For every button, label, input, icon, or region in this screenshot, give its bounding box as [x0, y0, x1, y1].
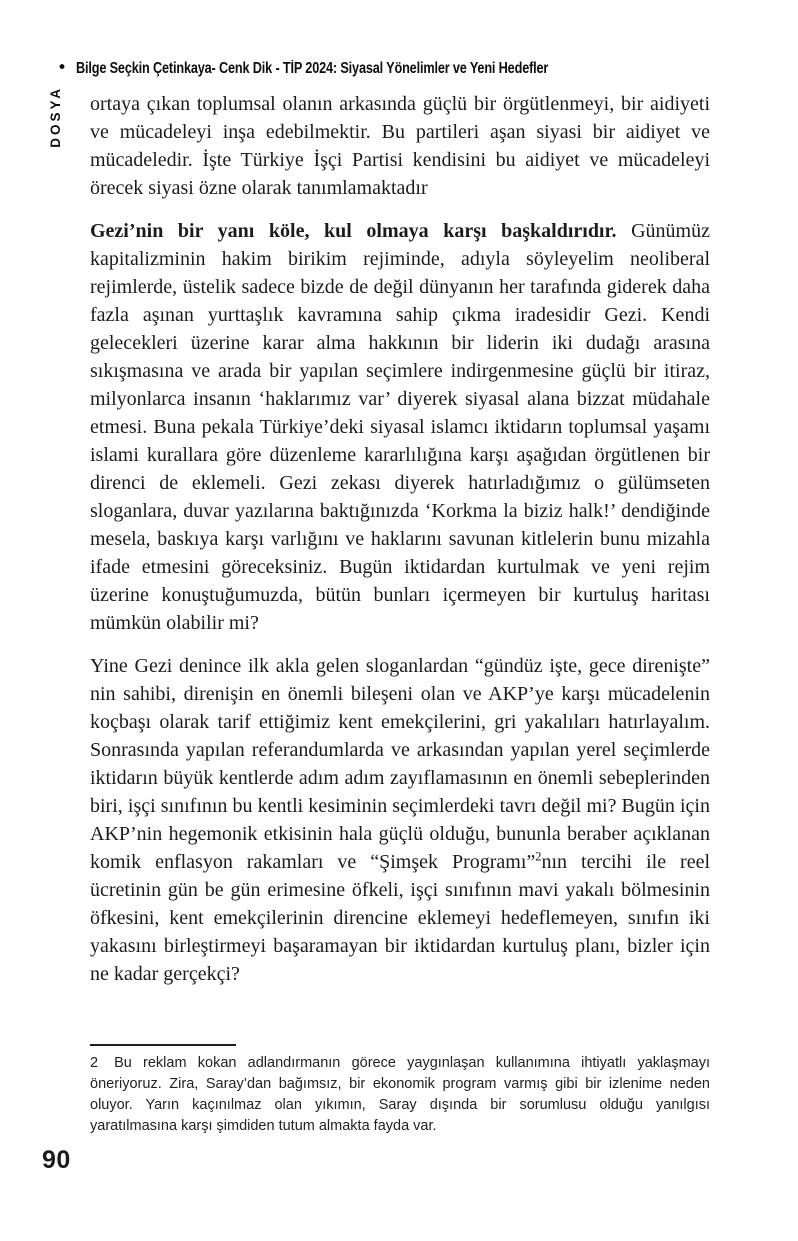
- footnote-separator-rule: [90, 1044, 236, 1046]
- header-text: [76, 60, 548, 78]
- footnote-text: Bu reklam kokan adlandırmanın görece yaygınlaşan kullanımına ihtiyatlı yaklaşmayı öneriyoruz. Zira, Saray’dan bağımsız, bir ekonomik program varmış gibi bir izlenime neden oluyor. Yarın kaçınılmaz olan yıkımın, Saray dışında bir sorumlusu olduğu yanılgısı yaratılmasına karşı şimdiden tutum almakta fayda var.: [90, 1055, 710, 1134]
- footnote-number: 2: [90, 1055, 99, 1071]
- header-title: TİP 2024: Siyasal Yönelimler ve Yeni Hedefler: [282, 60, 549, 77]
- page-header: [57, 57, 652, 78]
- paragraph-text: Yine Gezi denince ilk akla gelen sloganlardan “gündüz işte, gece direnişte” nin sahibi, direnişin en önemli bileşeni olan ve AKP’ye karşı mücadelenin koçbaşı olarak tarif ettiğimiz kent emekçilerini, gri yakalıları hatırlayalım. Sonrasında yapılan referandumlarda ve arkasından yapılan yerel seçimlerde iktidarın büyük kentlerde adım adım zayıflamasının en önemli sebeplerinden biri, işçi sınıfının bu kentli kesiminin seçimlerdeki tavrı değil mi? Bugün için AKP’nin hegemonik etkisinin hala güçlü olduğu, bununla beraber açıklanan komik enflasyon rakamları ve “Şimşek Programı”: [90, 655, 710, 873]
- footnote-reference: 2: [535, 849, 542, 864]
- paragraph-3: [90, 652, 710, 988]
- page-number: 90: [42, 1146, 71, 1174]
- paragraph-text: ortaya çıkan toplumsal olanın arkasında güçlü bir örgütlenmeyi, bir aidiyeti ve mücadeleyi inşa edebilmektir. Bu partileri aşan siyasi bir aidiyet ve mücadeledir. İşte Türkiye İşçi Partisi kendisini bu aidiyet ve mücadeleyi örecek siyasi özne olarak tanımlamaktadır: [90, 93, 710, 199]
- paragraph-2: [90, 217, 710, 637]
- paragraph-1: [90, 90, 710, 202]
- bullet-icon: •: [57, 57, 68, 78]
- footnote-area: [90, 1044, 710, 1137]
- paragraph-text: Günümüz kapitalizminin hakim birikim rejiminde, adıyla söyleyelim neoliberal rejimlerde, üstelik sadece bizde de değil dünyanın her tarafında giderek daha fazla aşınan yurttaşlık kavramına sahip çıkma iradesidir Gezi. Kendi gelecekleri üzerine karar alma hakkının bir liderin iki dudağı arasına sıkışmasına ve arada bir yapılan seçimlere indirgenmesine güçlü bir itiraz, milyonlarca insanın ‘haklarımız var’ diyerek siyasal alana bizzat müdahale etmesi. Buna pekala Türkiye’deki siyasal islamcı iktidarın toplumsal yaşamı islami kurallara göre düzenleme kararlılığına karşı aşağıdan örgütlenen bir direnci de eklemeli. Gezi zekası diyerek hatırladığımız o gülümseten sloganlara, duvar yazılarına baktığınızda ‘Korkma la biziz halk!’ dendiğinde mesela, baskıya karşı varlığını ve haklarını savunan kitlelerin bunu mizahla ifade etmesini göreceksiniz. Bugün iktidardan kurtulmak ve yeni rejim üzerine konuştuğumuzda, bütün bunları içermeyen bir kurtuluş haritası mümkün olabilir mi?: [90, 220, 710, 634]
- article-body: [90, 90, 710, 1003]
- footnote: [90, 1053, 710, 1137]
- paragraph-text: nın tercihi ile reel ücretinin gün be gün erimesine öfkeli, işçi sınıfının mavi yakalı bölmesinin öfkesini, kent emekçilerinin direncine eklemeyi hedeflemeyen, sınıfın iki yakasını birleştirmeyi başaramayan bir iktidardan kurtuluş planı, bizler için ne kadar gerçekçi?: [90, 851, 711, 985]
- paragraph-lead-bold: Gezi’nin bir yanı köle, kul olmaya karşı başkaldırıdır.: [90, 220, 617, 242]
- dosya-section-label: DOSYA: [48, 86, 63, 148]
- header-authors: Bilge Seçkin Çetinkaya- Cenk Dik -: [76, 60, 283, 77]
